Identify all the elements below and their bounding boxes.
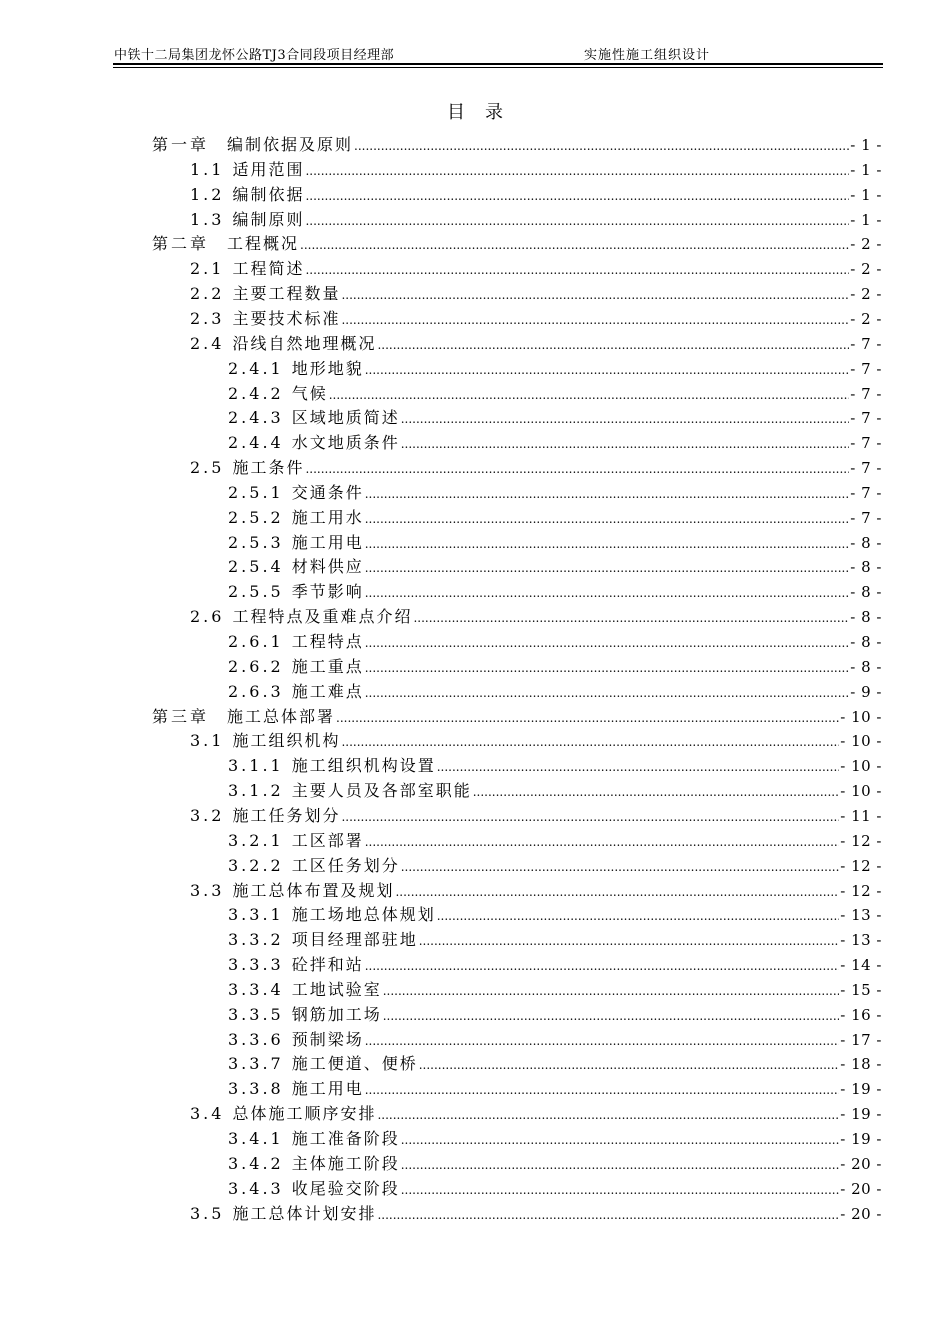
toc-entry-number: 3.3.8 <box>228 1079 284 1099</box>
toc-entry-title: 施工便道、便桥 <box>291 1054 418 1074</box>
toc-entry-title: 工区任务划分 <box>291 855 400 875</box>
toc-entry[interactable] <box>228 430 882 454</box>
toc-entry-number: 2.6.3 <box>228 681 284 701</box>
toc-entry-page: - 1 - <box>850 185 882 204</box>
toc-dot-leader <box>419 1058 840 1072</box>
toc-entry-number: 3.3.4 <box>228 979 284 999</box>
toc-entry-title: 工程简述 <box>232 259 305 279</box>
toc-dot-leader <box>365 487 850 501</box>
toc-dot-leader <box>473 785 840 799</box>
toc-entry[interactable] <box>228 1051 882 1075</box>
toc-entry-number: 3.3.1 <box>228 905 284 925</box>
toc-dot-leader <box>365 512 850 526</box>
toc-entry[interactable] <box>190 256 882 280</box>
toc-entry-page: - 19 - <box>840 1130 882 1148</box>
toc-entry-number: 2.5 <box>190 458 225 478</box>
toc-entry-page: - 2 - <box>850 235 882 254</box>
toc-entry-title: 交通条件 <box>291 482 364 502</box>
toc-entry-number: 3.3.6 <box>228 1029 284 1049</box>
toc-entry[interactable] <box>190 281 882 305</box>
toc-entry-number: 3.2 <box>190 805 225 825</box>
toc-entry-number: 3.5 <box>190 1203 225 1223</box>
toc-entry-title: 区域地质简述 <box>291 408 400 428</box>
toc-entry-number: 3.3 <box>190 880 225 900</box>
toc-entry-title: 沿线自然地理概况 <box>232 333 377 353</box>
toc-entry-number: 3.4.1 <box>228 1129 284 1148</box>
toc-dot-leader <box>305 462 849 476</box>
toc-entry-number: 3.2.2 <box>228 855 284 875</box>
toc-dot-leader <box>401 1158 840 1172</box>
toc-entry-page: - 10 - <box>840 732 882 751</box>
toc-entry-number: 2.4.4 <box>228 433 284 453</box>
toc-entry[interactable] <box>228 853 882 877</box>
toc-entry-title: 工程概况 <box>227 234 300 254</box>
toc-entry-page: - 7 - <box>850 359 882 378</box>
toc-entry-number: 2.3 <box>190 308 225 328</box>
toc-entry-number: 3.4.3 <box>228 1178 284 1198</box>
toc-entry-page: - 12 - <box>840 856 882 875</box>
toc-entry-page: - 10 - <box>840 707 882 726</box>
toc-entry-title: 主要人员及各部室职能 <box>291 781 472 801</box>
toc-entry-title: 施工重点 <box>291 656 364 676</box>
toc-entry-title: 季节影响 <box>291 582 364 602</box>
toc-entry-page: - 19 - <box>840 1080 882 1099</box>
header-organization: 中铁十二局集团龙怀公路TJ3合同段项目经理部 <box>114 48 395 63</box>
toc-dot-leader <box>395 885 839 899</box>
toc-entry-number: 1.3 <box>190 209 225 229</box>
toc-entry[interactable] <box>228 554 882 578</box>
toc-entry[interactable] <box>228 530 882 554</box>
toc-entry[interactable] <box>228 1002 882 1026</box>
toc-dot-leader <box>413 611 849 625</box>
toc-entry-page: - 9 - <box>850 682 882 701</box>
toc-entry-title: 收尾验交阶段 <box>291 1178 400 1198</box>
toc-entry[interactable] <box>228 977 882 1001</box>
toc-entry-title: 施工用电 <box>291 1079 364 1099</box>
toc-entry[interactable] <box>228 679 882 703</box>
toc-dot-leader <box>305 214 849 228</box>
toc-entry-title: 施工任务划分 <box>232 805 341 825</box>
toc-entry-number: 2.5.5 <box>228 582 284 602</box>
toc-entry-page: - 20 - <box>840 1154 882 1173</box>
toc-entry[interactable] <box>228 1176 882 1200</box>
toc-entry-number: 2.6.1 <box>228 632 284 651</box>
toc-entry-page: - 8 - <box>850 583 882 602</box>
toc-entry-title: 项目经理部驻地 <box>291 930 418 950</box>
toc-dot-leader <box>329 388 850 402</box>
toc-entry-title: 施工难点 <box>291 681 364 701</box>
toc-dot-leader <box>341 735 839 749</box>
toc-dot-leader <box>341 810 839 824</box>
toc-dot-leader <box>365 959 840 973</box>
toc-entry-number: 3.2.1 <box>228 830 284 850</box>
toc-entry-page: - 1 - <box>850 160 882 179</box>
toc-entry-page: - 13 - <box>840 931 882 950</box>
toc-dot-leader <box>419 934 840 948</box>
toc-entry-page: - 18 - <box>840 1055 882 1074</box>
toc-dot-leader <box>305 164 849 178</box>
toc-entry-number: 3.1.2 <box>228 781 284 801</box>
toc-entry-number: 3.3.7 <box>228 1054 284 1074</box>
toc-entry-number: 第二章 <box>152 234 210 254</box>
toc-dot-leader <box>354 139 849 153</box>
toc-entry-page: - 7 - <box>850 434 882 453</box>
toc-entry-number: 2.4 <box>190 333 225 353</box>
toc-entry-title: 砼拌和站 <box>291 955 364 975</box>
toc-entry[interactable] <box>228 1027 882 1051</box>
toc-dot-leader <box>365 1083 840 1097</box>
toc-entry-title: 水文地质条件 <box>291 433 400 453</box>
toc-entry-title: 工区部署 <box>291 830 364 850</box>
toc-entry-number: 1.1 <box>190 159 225 179</box>
toc-entry[interactable] <box>152 704 882 728</box>
toc-entry-number: 第一章 <box>152 135 210 154</box>
toc-entry-number: 3.3.5 <box>228 1004 284 1024</box>
toc-entry-page: - 7 - <box>850 459 882 478</box>
toc-dot-leader <box>365 661 850 675</box>
toc-entry[interactable] <box>228 1126 882 1150</box>
toc-dot-leader <box>365 636 850 650</box>
toc-entry-number: 2.4.2 <box>228 383 284 403</box>
toc-entry-title: 钢筋加工场 <box>291 1004 382 1024</box>
toc-entry-page: - 2 - <box>850 260 882 279</box>
toc-entry-page: - 16 - <box>840 1005 882 1024</box>
toc-dot-leader <box>383 984 840 998</box>
toc-entry-number: 2.6.2 <box>228 656 284 676</box>
toc-entry-title: 主体施工阶段 <box>291 1153 400 1173</box>
toc-entry-title: 编制原则 <box>232 209 305 229</box>
toc-entry-title: 材料供应 <box>291 557 364 577</box>
toc-dot-leader <box>300 238 849 252</box>
toc-entry-number: 3.3.3 <box>228 955 284 975</box>
toc-entry-number: 2.6 <box>190 607 225 627</box>
toc-entry[interactable] <box>190 1201 882 1225</box>
toc-entry-title: 主要技术标准 <box>232 308 341 328</box>
toc-entry-page: - 11 - <box>840 806 882 825</box>
toc-entry-page: - 13 - <box>840 906 882 925</box>
toc-dot-leader <box>341 313 849 327</box>
toc-dot-leader <box>401 1133 840 1147</box>
toc-dot-leader <box>401 437 850 451</box>
toc-entry[interactable] <box>228 629 882 653</box>
toc-entry[interactable] <box>228 405 882 429</box>
header-rule-thick <box>113 63 883 65</box>
toc-entry-title: 施工总体部署 <box>227 706 336 726</box>
toc-entry[interactable] <box>190 803 882 827</box>
toc-entry-page: - 20 - <box>840 1204 882 1223</box>
toc-entry-page: - 2 - <box>850 285 882 304</box>
toc-entry-page: - 8 - <box>850 608 882 627</box>
toc-entry[interactable] <box>190 728 882 752</box>
toc-dot-leader <box>305 189 849 203</box>
toc-entry-page: - 7 - <box>850 384 882 403</box>
toc-entry-title: 主要工程数量 <box>232 284 341 304</box>
toc-entry-number: 3.3.2 <box>228 930 284 950</box>
toc-entry-number: 2.5.1 <box>228 482 284 502</box>
toc-entry-page: - 14 - <box>840 956 882 975</box>
toc-entry-title: 预制梁场 <box>291 1029 364 1049</box>
toc-entry-title: 工程特点及重难点介绍 <box>232 607 413 627</box>
toc-dot-leader <box>377 338 849 352</box>
toc-entry[interactable] <box>228 952 882 976</box>
toc-entry-number: 3.4.2 <box>228 1153 284 1173</box>
toc-dot-leader <box>437 760 840 774</box>
toc-dot-leader <box>365 686 850 700</box>
toc-dot-leader <box>365 586 850 600</box>
toc-entry-page: - 20 - <box>840 1179 882 1198</box>
header-rule-thin <box>113 67 883 68</box>
toc-entry[interactable] <box>228 927 882 951</box>
toc-entry-title: 施工准备阶段 <box>291 1129 400 1148</box>
toc-entry-number: 3.4 <box>190 1104 225 1124</box>
toc-entry-number: 2.1 <box>190 259 225 279</box>
toc-dot-leader <box>365 561 850 575</box>
toc-entry-title: 施工用电 <box>291 532 364 552</box>
toc-entry[interactable] <box>228 902 882 926</box>
toc-entry[interactable] <box>190 331 882 355</box>
toc-entry-page: - 10 - <box>840 757 882 776</box>
toc-title: 目录 <box>447 102 523 123</box>
toc-entry[interactable] <box>228 579 882 603</box>
toc-entry-number: 2.5.2 <box>228 507 284 527</box>
toc-dot-leader <box>336 711 839 725</box>
toc-entry[interactable] <box>190 604 882 628</box>
toc-entry[interactable] <box>228 828 882 852</box>
toc-dot-leader <box>365 363 850 377</box>
toc-dot-leader <box>377 1208 839 1222</box>
toc-dot-leader <box>401 860 840 874</box>
toc-entry[interactable] <box>228 381 882 405</box>
toc-entry-number: 3.1.1 <box>228 756 284 776</box>
toc-dot-leader <box>365 537 850 551</box>
toc-entry[interactable] <box>152 231 882 255</box>
toc-entry-title: 总体施工顺序安排 <box>232 1104 377 1124</box>
toc-entry-title: 施工场地总体规划 <box>291 905 436 925</box>
toc-entry-page: - 7 - <box>850 483 882 502</box>
toc-entry[interactable] <box>228 356 882 380</box>
toc-entry-page: - 15 - <box>840 980 882 999</box>
toc-entry[interactable] <box>152 132 882 156</box>
toc-entry-title: 施工条件 <box>232 458 305 478</box>
toc-entry[interactable] <box>190 455 882 479</box>
toc-entry-title: 编制依据 <box>232 184 305 204</box>
toc-entry-page: - 2 - <box>850 309 882 328</box>
toc-entry-page: - 7 - <box>850 409 882 428</box>
toc-entry-number: 2.4.3 <box>228 408 284 428</box>
toc-entry[interactable] <box>190 207 882 231</box>
toc-entry-title: 地形地貌 <box>291 358 364 378</box>
toc-entry-title: 编制依据及原则 <box>227 135 354 154</box>
toc-dot-leader <box>383 1009 840 1023</box>
toc-entry-title: 工地试验室 <box>291 979 382 999</box>
toc-entry-page: - 1 - <box>850 136 882 154</box>
toc-dot-leader <box>341 288 849 302</box>
toc-entry-page: - 8 - <box>850 657 882 676</box>
page-header <box>114 44 882 62</box>
toc-dot-leader <box>365 835 840 849</box>
toc-entry-page: - 12 - <box>840 831 882 850</box>
toc-entry[interactable] <box>190 878 882 902</box>
toc-entry[interactable] <box>190 182 882 206</box>
toc-entry-page: - 8 - <box>850 533 882 552</box>
header-document-title: 实施性施工组织设计 <box>584 48 711 63</box>
toc-entry-page: - 7 - <box>850 508 882 527</box>
toc-entry-number: 3.1 <box>190 731 225 751</box>
toc-entry-title: 施工组织机构 <box>232 731 341 751</box>
toc-entry-number: 2.5.4 <box>228 557 284 577</box>
toc-entry[interactable] <box>228 480 882 504</box>
toc-entry[interactable] <box>228 1151 882 1175</box>
toc-entry-title: 工程特点 <box>291 632 364 651</box>
toc-entry-page: - 17 - <box>840 1030 882 1049</box>
toc-entry[interactable] <box>228 505 882 529</box>
toc-dot-leader <box>305 263 849 277</box>
toc-dot-leader <box>401 412 850 426</box>
toc-entry-page: - 7 - <box>850 334 882 353</box>
toc-entry-number: 2.4.1 <box>228 358 284 378</box>
toc-dot-leader <box>437 909 840 923</box>
toc-entry-title: 施工组织机构设置 <box>291 756 436 776</box>
toc-entry[interactable] <box>228 778 882 802</box>
toc-entry[interactable] <box>228 654 882 678</box>
toc-dot-leader <box>401 1183 840 1197</box>
toc-entry-number: 1.2 <box>190 184 225 204</box>
toc-entry-page: - 19 - <box>840 1105 882 1124</box>
toc-entry-number: 2.5.3 <box>228 532 284 552</box>
toc-entry-title: 适用范围 <box>232 159 305 179</box>
toc-entry[interactable] <box>190 1101 882 1125</box>
toc-entry-title: 施工总体布置及规划 <box>232 880 395 900</box>
toc-entry-page: - 8 - <box>850 558 882 577</box>
toc-entry-page: - 10 - <box>840 782 882 801</box>
toc-entry[interactable] <box>228 753 882 777</box>
toc-entry[interactable] <box>228 1076 882 1100</box>
toc-entry-page: - 8 - <box>850 633 882 651</box>
toc-entry[interactable] <box>190 157 882 181</box>
toc-dot-leader <box>365 1034 840 1048</box>
toc-entry-title: 施工总体计划安排 <box>232 1203 377 1223</box>
toc-dot-leader <box>377 1108 839 1122</box>
toc-entry-number: 2.2 <box>190 284 225 304</box>
toc-entry[interactable] <box>190 306 882 330</box>
toc-entry-title: 气候 <box>291 383 328 403</box>
toc-entry-title: 施工用水 <box>291 507 364 527</box>
toc-entry-number: 第三章 <box>152 706 210 726</box>
toc-entry-page: - 12 - <box>840 881 882 900</box>
toc-entry-page: - 1 - <box>850 210 882 229</box>
